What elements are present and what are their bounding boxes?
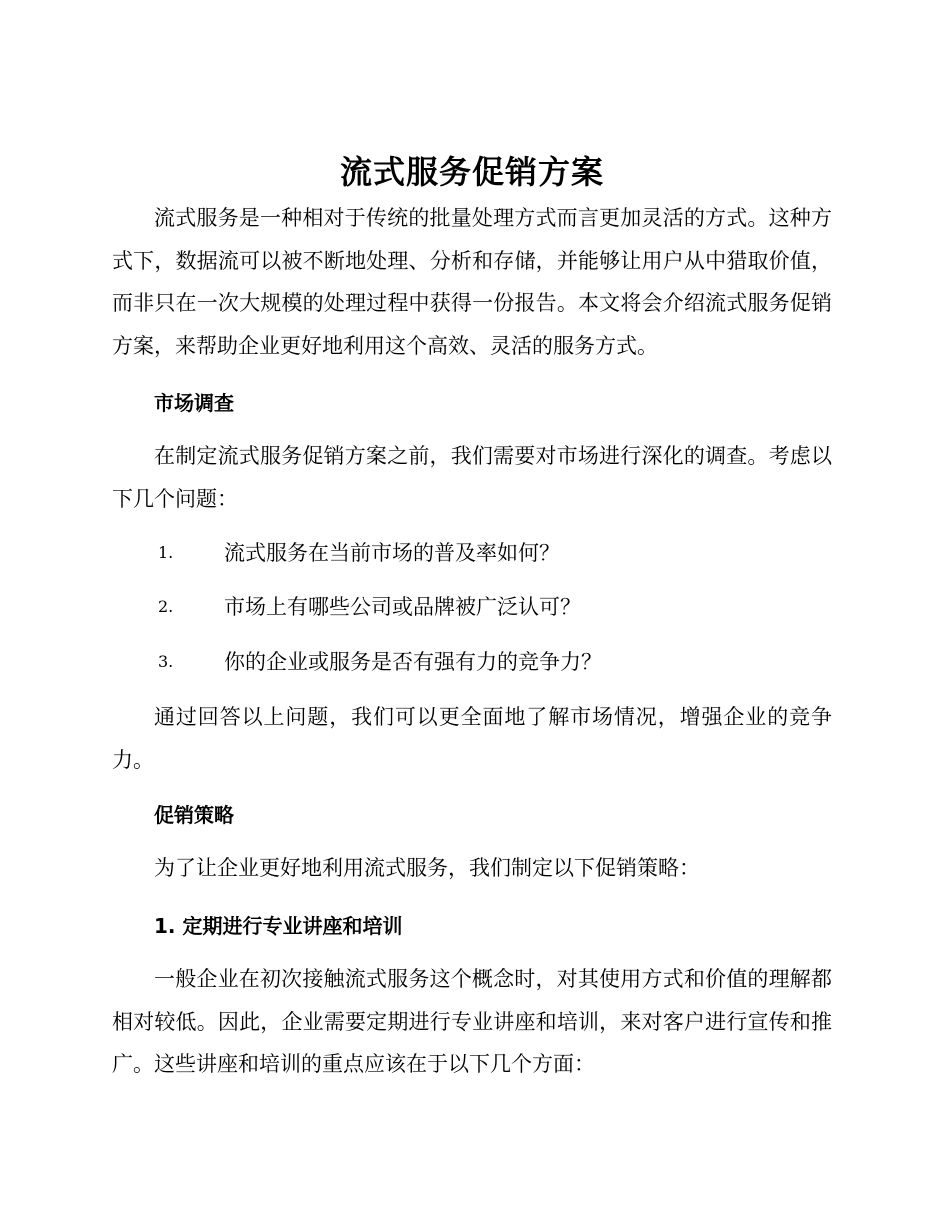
list-text: 流式服务在当前市场的普及率如何？: [224, 541, 560, 565]
strategy-subheading-1: 1. 定期进行专业讲座和培训: [154, 914, 403, 938]
question-list-item-2: [112, 592, 832, 622]
market-intro-paragraph: 在制定流式服务促销方案之前，我们需要对市场进行深化的调查。考虑以下几个问题：: [112, 444, 832, 511]
strategy-body-paragraph: 一般企业在初次接触流式服务这个概念时，对其使用方式和价值的理解都相对较低。因此，企业需要定期进行专业讲座和培训，来对客户进行宣传和推广。这些讲座和培训的重点应该在于以下几个方面：: [112, 967, 832, 1076]
section-heading-strategy: 促销策略: [154, 803, 234, 827]
list-number: 1.: [158, 543, 174, 562]
list-text: 你的企业或服务是否有强有力的竞争力？: [224, 650, 602, 674]
question-list-item-3: [112, 647, 832, 677]
market-conclusion-paragraph: 通过回答以上问题，我们可以更全面地了解市场情况，增强企业的竞争力。: [112, 705, 832, 772]
list-text: 市场上有哪些公司或品牌被广泛认可？: [224, 595, 581, 619]
strategy-intro-paragraph: 为了让企业更好地利用流式服务，我们制定以下促销策略：: [154, 856, 700, 880]
list-number: 2.: [158, 597, 174, 616]
document-title: 流式服务促销方案: [339, 153, 604, 191]
intro-paragraph: 流式服务是一种相对于传统的批量处理方式而言更加灵活的方式。这种方式下，数据流可以被不断地处理、分析和存储，并能够让用户从中猎取价值，而非只在一次大规模的处理过程中获得一份报告。本文将会介绍流式服务促销方案，来帮助企业更好地利用这个高效、灵活的服务方式。: [112, 206, 832, 358]
section-heading-market: 市场调查: [154, 391, 234, 415]
question-list-item-1: [112, 538, 832, 568]
list-number: 3.: [158, 652, 174, 671]
